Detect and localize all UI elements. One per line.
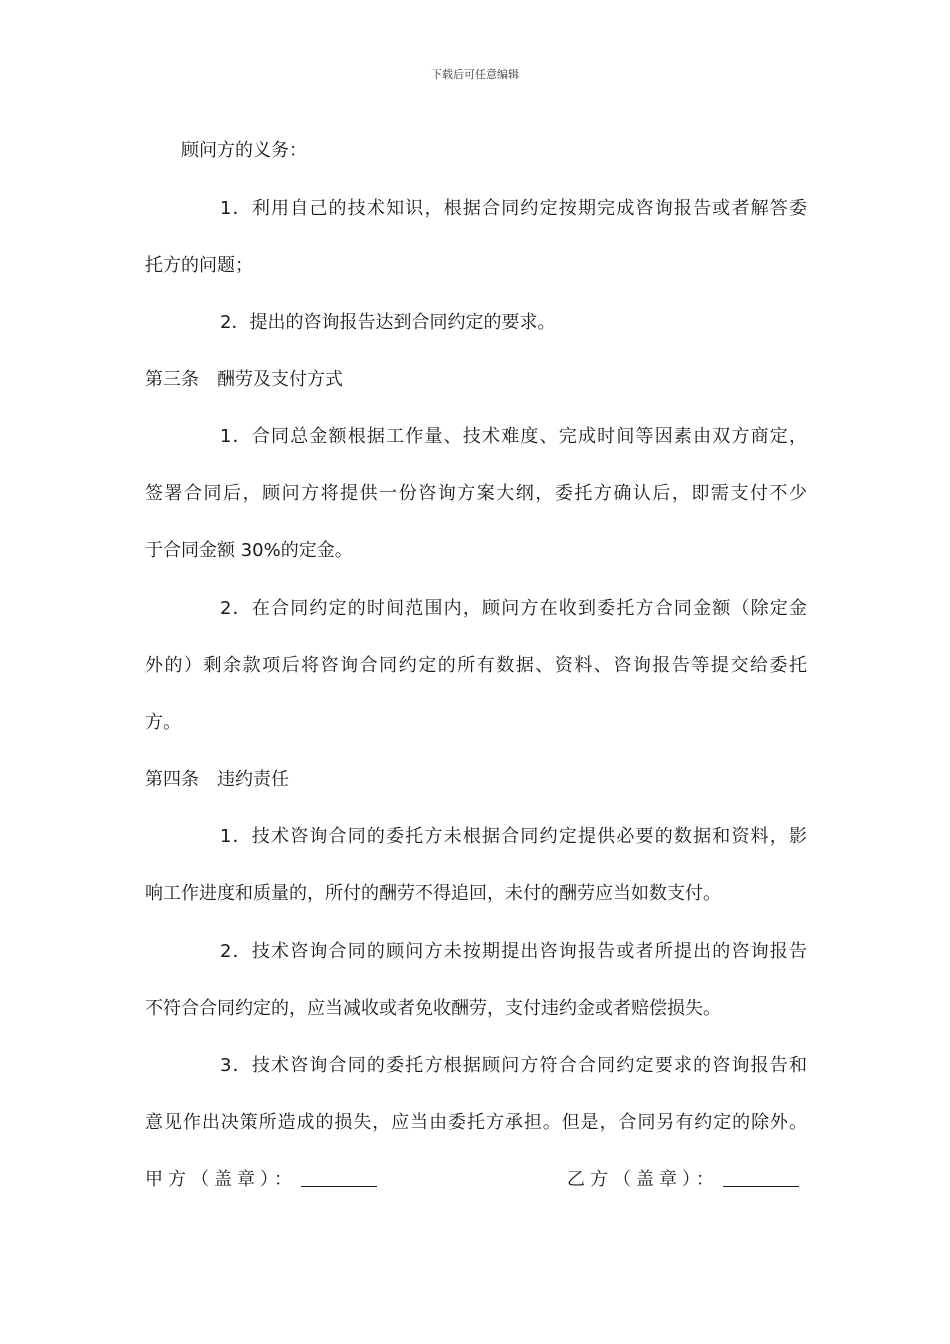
- paragraph-line: 于合同金额 30%的定金。: [145, 540, 353, 561]
- section-heading: 第三条 酬劳及支付方式: [145, 369, 343, 390]
- paragraph-line: 顾问方的义务：: [181, 140, 307, 161]
- party-b-label: 乙方（盖章）：: [567, 1169, 719, 1190]
- paragraph-line: 2．技术咨询合同的顾问方未按期提出咨询报告或者所提出的咨询报告: [220, 941, 807, 962]
- paragraph-line: 意见作出决策所造成的损失，应当由委托方承担。但是，合同另有约定的除外。: [145, 1112, 807, 1133]
- section-heading: 第四条 违约责任: [145, 769, 289, 790]
- paragraph-line: 3．技术咨询合同的委托方根据顾问方符合合同约定要求的咨询报告和: [220, 1055, 807, 1076]
- party-a-signature-blank: [301, 1168, 377, 1187]
- paragraph-line: 托方的问题；: [145, 255, 253, 276]
- paragraph-line: 方。: [145, 712, 181, 733]
- paragraph-line: 1．技术咨询合同的委托方未根据合同约定提供必要的数据和资料，影: [220, 826, 807, 847]
- page-header: 下载后可任意编辑: [431, 68, 519, 81]
- signature-party-a: [145, 1167, 377, 1193]
- signature-party-b: [567, 1167, 799, 1193]
- paragraph-line: 2．在合同约定的时间范围内，顾问方在收到委托方合同金额（除定金: [220, 598, 807, 619]
- paragraph-line: 不符合合同约定的，应当减收或者免收酬劳，支付违约金或者赔偿损失。: [145, 998, 721, 1019]
- party-b-signature-blank: [723, 1168, 799, 1187]
- paragraph-line: 2．提出的咨询报告达到合同约定的要求。: [220, 312, 556, 333]
- paragraph-line: 1．合同总金额根据工作量、技术难度、完成时间等因素由双方商定，: [220, 426, 807, 447]
- paragraph-line: 响工作进度和质量的，所付的酬劳不得追回，未付的酬劳应当如数支付。: [145, 883, 721, 904]
- paragraph-line: 签署合同后，顾问方将提供一份咨询方案大纲，委托方确认后，即需支付不少: [145, 483, 807, 504]
- paragraph-line: 1．利用自己的技术知识，根据合同约定按期完成咨询报告或者解答委: [220, 198, 807, 219]
- paragraph-line: 外的）剩余款项后将咨询合同约定的所有数据、资料、咨询报告等提交给委托: [145, 655, 807, 676]
- party-a-label: 甲方（盖章）：: [145, 1169, 297, 1190]
